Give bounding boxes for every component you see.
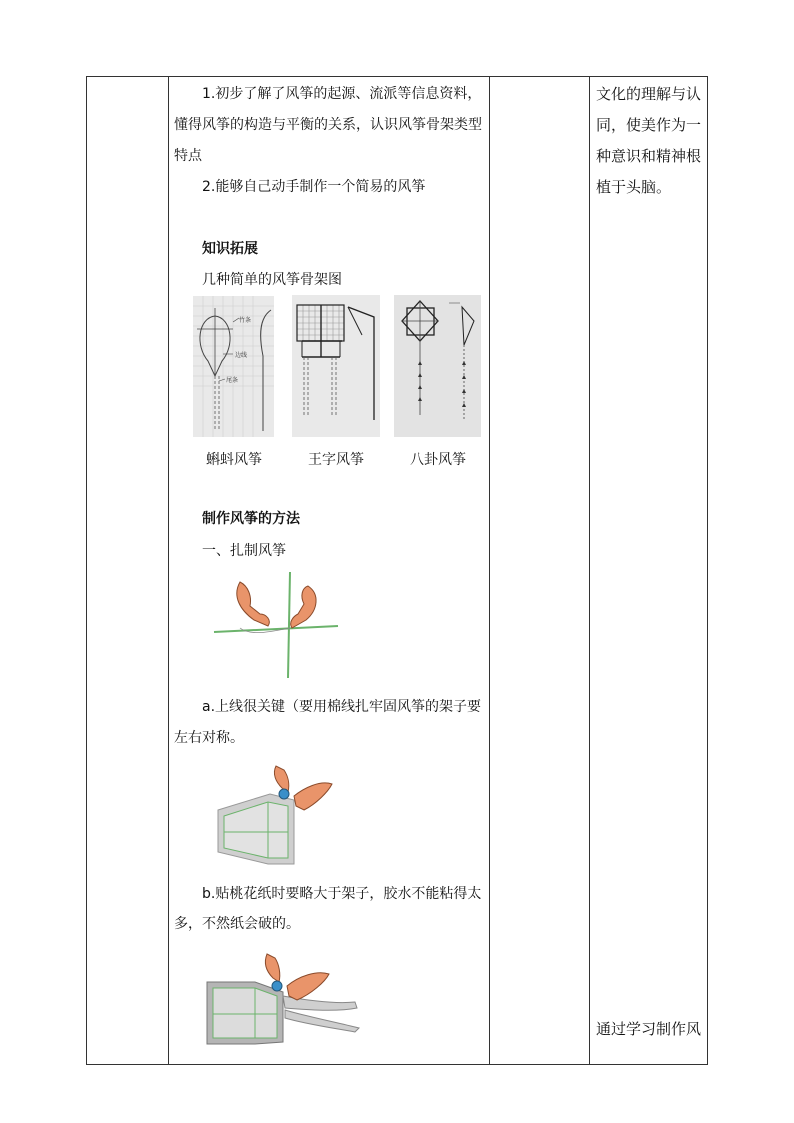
- goal-1-line-3: 特点: [174, 148, 202, 164]
- wang-kite-frame-diagram: [292, 295, 380, 437]
- finishing-kite-illustration: [205, 952, 365, 1050]
- table-col-border: [86, 76, 87, 1065]
- caption-tadpole-kite: 蝌蚪风筝: [206, 452, 262, 468]
- frame-label-tail: 尾条: [226, 377, 239, 384]
- goal-1-line-2: 懂得风筝的构造与平衡的关系，认识风筝骨架类型: [174, 117, 482, 133]
- step-a-line-1: a.上线很关键（要用棉线扎牢固风筝的架子要: [202, 699, 482, 715]
- knowledge-subheading: 几种简单的风筝骨架图: [202, 272, 342, 288]
- table-bottom-border: [86, 1064, 708, 1065]
- frame-label-bamboo: 竹条: [239, 317, 252, 324]
- goal-2: 2.能够自己动手制作一个简易的风筝: [202, 179, 426, 195]
- table-col-border: [589, 76, 590, 1065]
- knowledge-heading: 知识拓展: [202, 241, 258, 257]
- right-note-line-4: 植于头脑。: [596, 178, 672, 196]
- method-heading: 制作风筝的方法: [202, 511, 300, 527]
- right-note-line-2: 同，使美作为一: [596, 116, 702, 134]
- table-col-border: [168, 76, 169, 1065]
- caption-bagua-kite: 八卦风筝: [410, 452, 466, 468]
- right-note-bottom: 通过学习制作风: [596, 1020, 702, 1038]
- right-note-line-3: 种意识和精神根: [596, 147, 702, 165]
- tadpole-kite-frame-diagram: [193, 296, 274, 437]
- pasting-paper-illustration: [216, 760, 336, 865]
- bagua-kite-frame-diagram: [394, 295, 481, 437]
- step-b-line-1: b.贴桃花纸时要略大于架子，胶水不能粘得太: [202, 886, 482, 902]
- caption-wang-kite: 王字风筝: [308, 452, 364, 468]
- table-col-border: [707, 76, 708, 1065]
- step-1-title: 一、扎制风筝: [202, 543, 286, 559]
- step-a-line-2: 左右对称。: [174, 730, 244, 746]
- right-note-line-1: 文化的理解与认: [596, 85, 702, 103]
- frame-label-edge: 边线: [235, 352, 248, 359]
- step-b-line-2: 多，不然纸会破的。: [174, 916, 300, 932]
- tying-frame-illustration: [210, 570, 340, 680]
- goal-1-line-1: 1.初步了解了风筝的起源、流派等信息资料，: [202, 86, 482, 102]
- table-col-border: [489, 76, 490, 1065]
- table-top-border: [86, 76, 708, 77]
